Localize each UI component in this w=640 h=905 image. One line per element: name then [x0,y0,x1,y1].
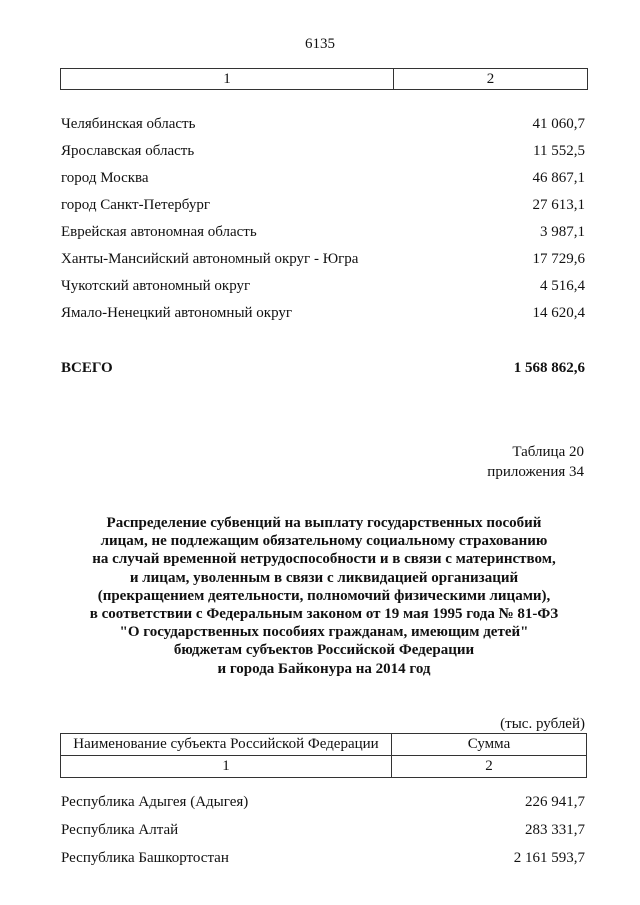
table-row [61,850,585,867]
table-row [61,305,585,322]
table-row [61,170,585,187]
table-row [61,224,585,241]
header-amount: Сумма [467,736,511,752]
column-number-1: 1 [61,69,394,89]
region-name: Чукотский автономный округ [61,278,251,294]
table-row [61,794,585,811]
title-line: Распределение субвенций на выплату государственных пособий [106,515,542,531]
column-number-2: 2 [486,70,495,87]
region-name: Челябинская область [61,116,196,132]
section-title [60,514,588,678]
region-value: 4 516,4 [540,278,585,294]
bottom-table-header [60,733,587,778]
appendix-number: приложения 34 [487,464,584,480]
column-number-1: 1 [61,756,392,777]
region-value: 3 987,1 [540,224,585,240]
total-row [61,360,585,377]
region-value: 14 620,4 [532,305,585,321]
title-line: лицам, не подлежащим обязательному социальному страхованию [100,533,548,550]
title-line: (прекращением деятельности, полномочий физическими лицами), [97,587,551,604]
region-name: город Санкт-Петербург [61,197,210,213]
table-row [61,822,585,839]
title-line: и лицам, уволенным в связи с ликвидацией организаций [129,569,519,586]
title-line: в соответствии с Федеральным законом от 19 мая 1995 года № 81-ФЗ [89,606,559,623]
table-row [61,197,585,214]
top-table-column-numbers [60,68,588,90]
region-name: Республика Башкортостан [61,850,229,866]
region-value: 11 552,5 [533,143,585,159]
region-name: Ханты-Мансийский автономный округ - Югра [61,251,359,267]
region-name: город Москва [61,170,149,186]
column-number-2: 2 [485,758,493,774]
header-row [61,734,586,755]
title-line: и города Байконура на 2014 год [217,660,431,677]
total-label: ВСЕГО [61,360,113,376]
region-value: 46 867,1 [532,170,585,186]
table-row [61,251,585,268]
region-value: 283 331,7 [525,822,585,838]
units-label: (тыс. рублей) [500,716,585,732]
title-line: бюджетам субъектов Российской Федерации [173,642,475,659]
region-value: 2 161 593,7 [513,850,585,866]
column-number-row [61,755,586,777]
region-value: 41 060,7 [532,116,585,132]
region-name: Ямало-Ненецкий автономный округ [61,305,293,321]
table-number: Таблица 20 [512,444,584,460]
region-name: Еврейская автономная область [61,224,257,240]
page-number: 6135 [305,36,335,52]
header-region-name: Наименование субъекта Российской Федерации [61,734,392,755]
region-name: Республика Адыгея (Адыгея) [61,794,249,810]
total-value: 1 568 862,6 [513,360,585,376]
region-value: 226 941,7 [525,794,585,810]
region-name: Республика Алтай [61,822,179,838]
table-row [61,116,585,133]
table-row [61,143,585,160]
title-line: на случай временной нетрудоспособности и в связи с материнством, [92,551,556,568]
region-value: 17 729,6 [532,251,585,267]
table-row [61,278,585,295]
table-reference [487,442,584,482]
title-line: "О государственных пособиях гражданам, имеющим детей" [119,624,529,641]
region-name: Ярославская область [61,143,195,159]
region-value: 27 613,1 [532,197,585,213]
